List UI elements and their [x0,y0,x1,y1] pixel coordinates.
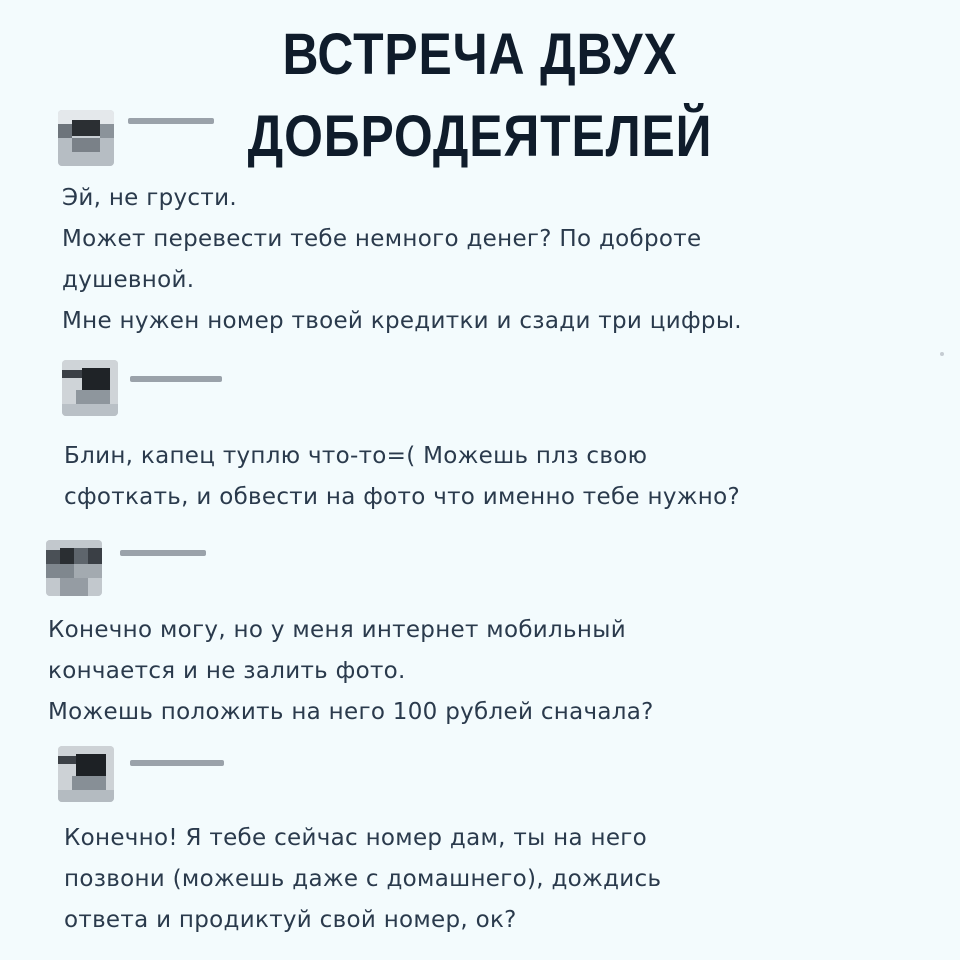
username-redacted [130,376,222,382]
message-text [62,178,942,342]
avatar-pixelated [46,540,102,596]
message-text [64,818,944,941]
message-line: Блин, капец туплю что-то=( Можешь плз свою [64,443,648,469]
message-line: душевной. [62,267,195,293]
meme-title: ВСТРЕЧА ДВУХ ДОБРОДЕЯТЕЛЕЙ [247,22,713,169]
username-redacted [128,118,214,124]
message-line: Эй, не грусти. [62,185,237,211]
decorative-dot [940,352,944,356]
message-line: Конечно могу, но у меня интернет мобильный [48,617,626,643]
message-line: Можешь положить на него 100 рублей сначала? [48,699,654,725]
message-line: Мне нужен номер твоей кредитки и сзади три цифры. [62,308,742,334]
message-text [64,436,944,518]
message-line: позвони (можешь даже с домашнего), дождись [64,866,662,892]
message-text [48,610,928,733]
avatar-pixelated [62,360,118,416]
username-redacted [130,760,224,766]
avatar-pixelated [58,746,114,802]
message-line: Может перевести тебе немного денег? По доброте [62,226,702,252]
username-redacted [120,550,206,556]
message-line: сфоткать, и обвести на фото что именно тебе нужно? [64,484,740,510]
message-line: ответа и продиктуй свой номер, ок? [64,907,517,933]
avatar-pixelated [58,110,114,166]
message-line: Конечно! Я тебе сейчас номер дам, ты на него [64,825,648,851]
message-line: кончается и не залить фото. [48,658,406,684]
